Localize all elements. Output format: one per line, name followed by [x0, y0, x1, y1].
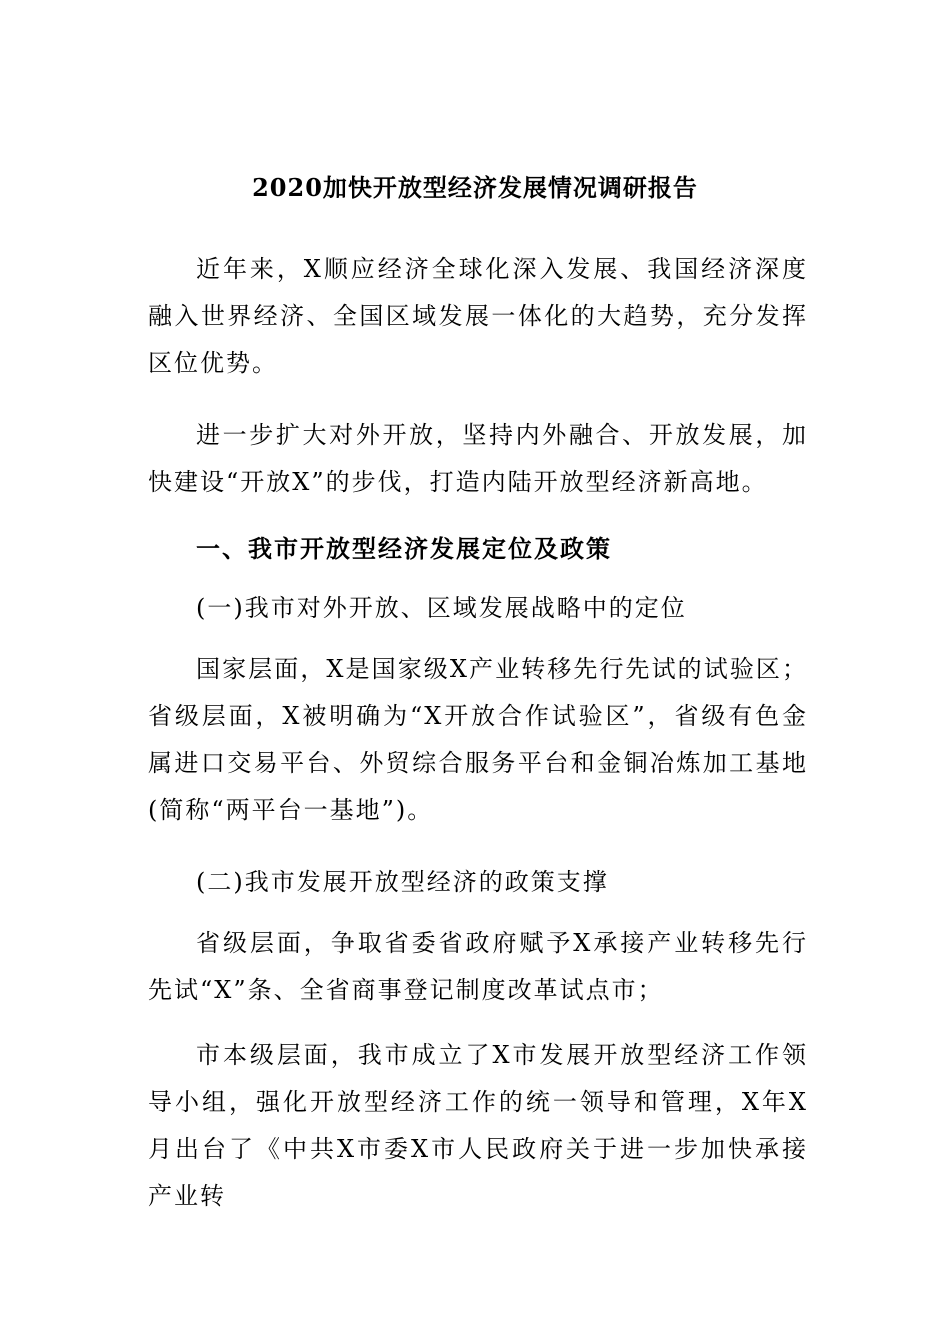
paragraph-provincial-policy: 省级层面，争取省委省政府赋予X承接产业转移先行先试“X”条、全省商事登记制度改革试点市； [148, 929, 808, 1004]
paragraph-positioning: 国家层面，X是国家级X产业转移先行先试的试验区；省级层面，X被明确为“X开放合作试验区”，省级有色金属进口交易平台、外贸综合服务平台和金铜冶炼加工基地(简称“两平台一基地”)。 [148, 655, 808, 824]
paragraph-intro: 近年来，X顺应经济全球化深入发展、我国经济深度融入世界经济、全国区域发展一体化的大趋势，充分发挥区位优势。 [148, 255, 808, 377]
paragraph-opening-up: 进一步扩大对外开放，坚持内外融合、开放发展，加快建设“开放X”的步伐，打造内陆开放型经济新高地。 [148, 421, 808, 496]
document-title: 2020加快开放型经济发展情况调研报告 [252, 173, 698, 202]
section-heading-1: 一、我市开放型经济发展定位及政策 [196, 534, 612, 563]
subsection-heading-1: (一)我市对外开放、区域发展战略中的定位 [196, 594, 687, 622]
subsection-heading-2: (二)我市发展开放型经济的政策支撑 [196, 868, 609, 896]
paragraph-municipal-policy: 市本级层面，我市成立了X市发展开放型经济工作领导小组，强化开放型经济工作的统一领导和管理，X年X月出台了《中共X市委X市人民政府关于进一步加快承接产业转 [148, 1041, 808, 1210]
